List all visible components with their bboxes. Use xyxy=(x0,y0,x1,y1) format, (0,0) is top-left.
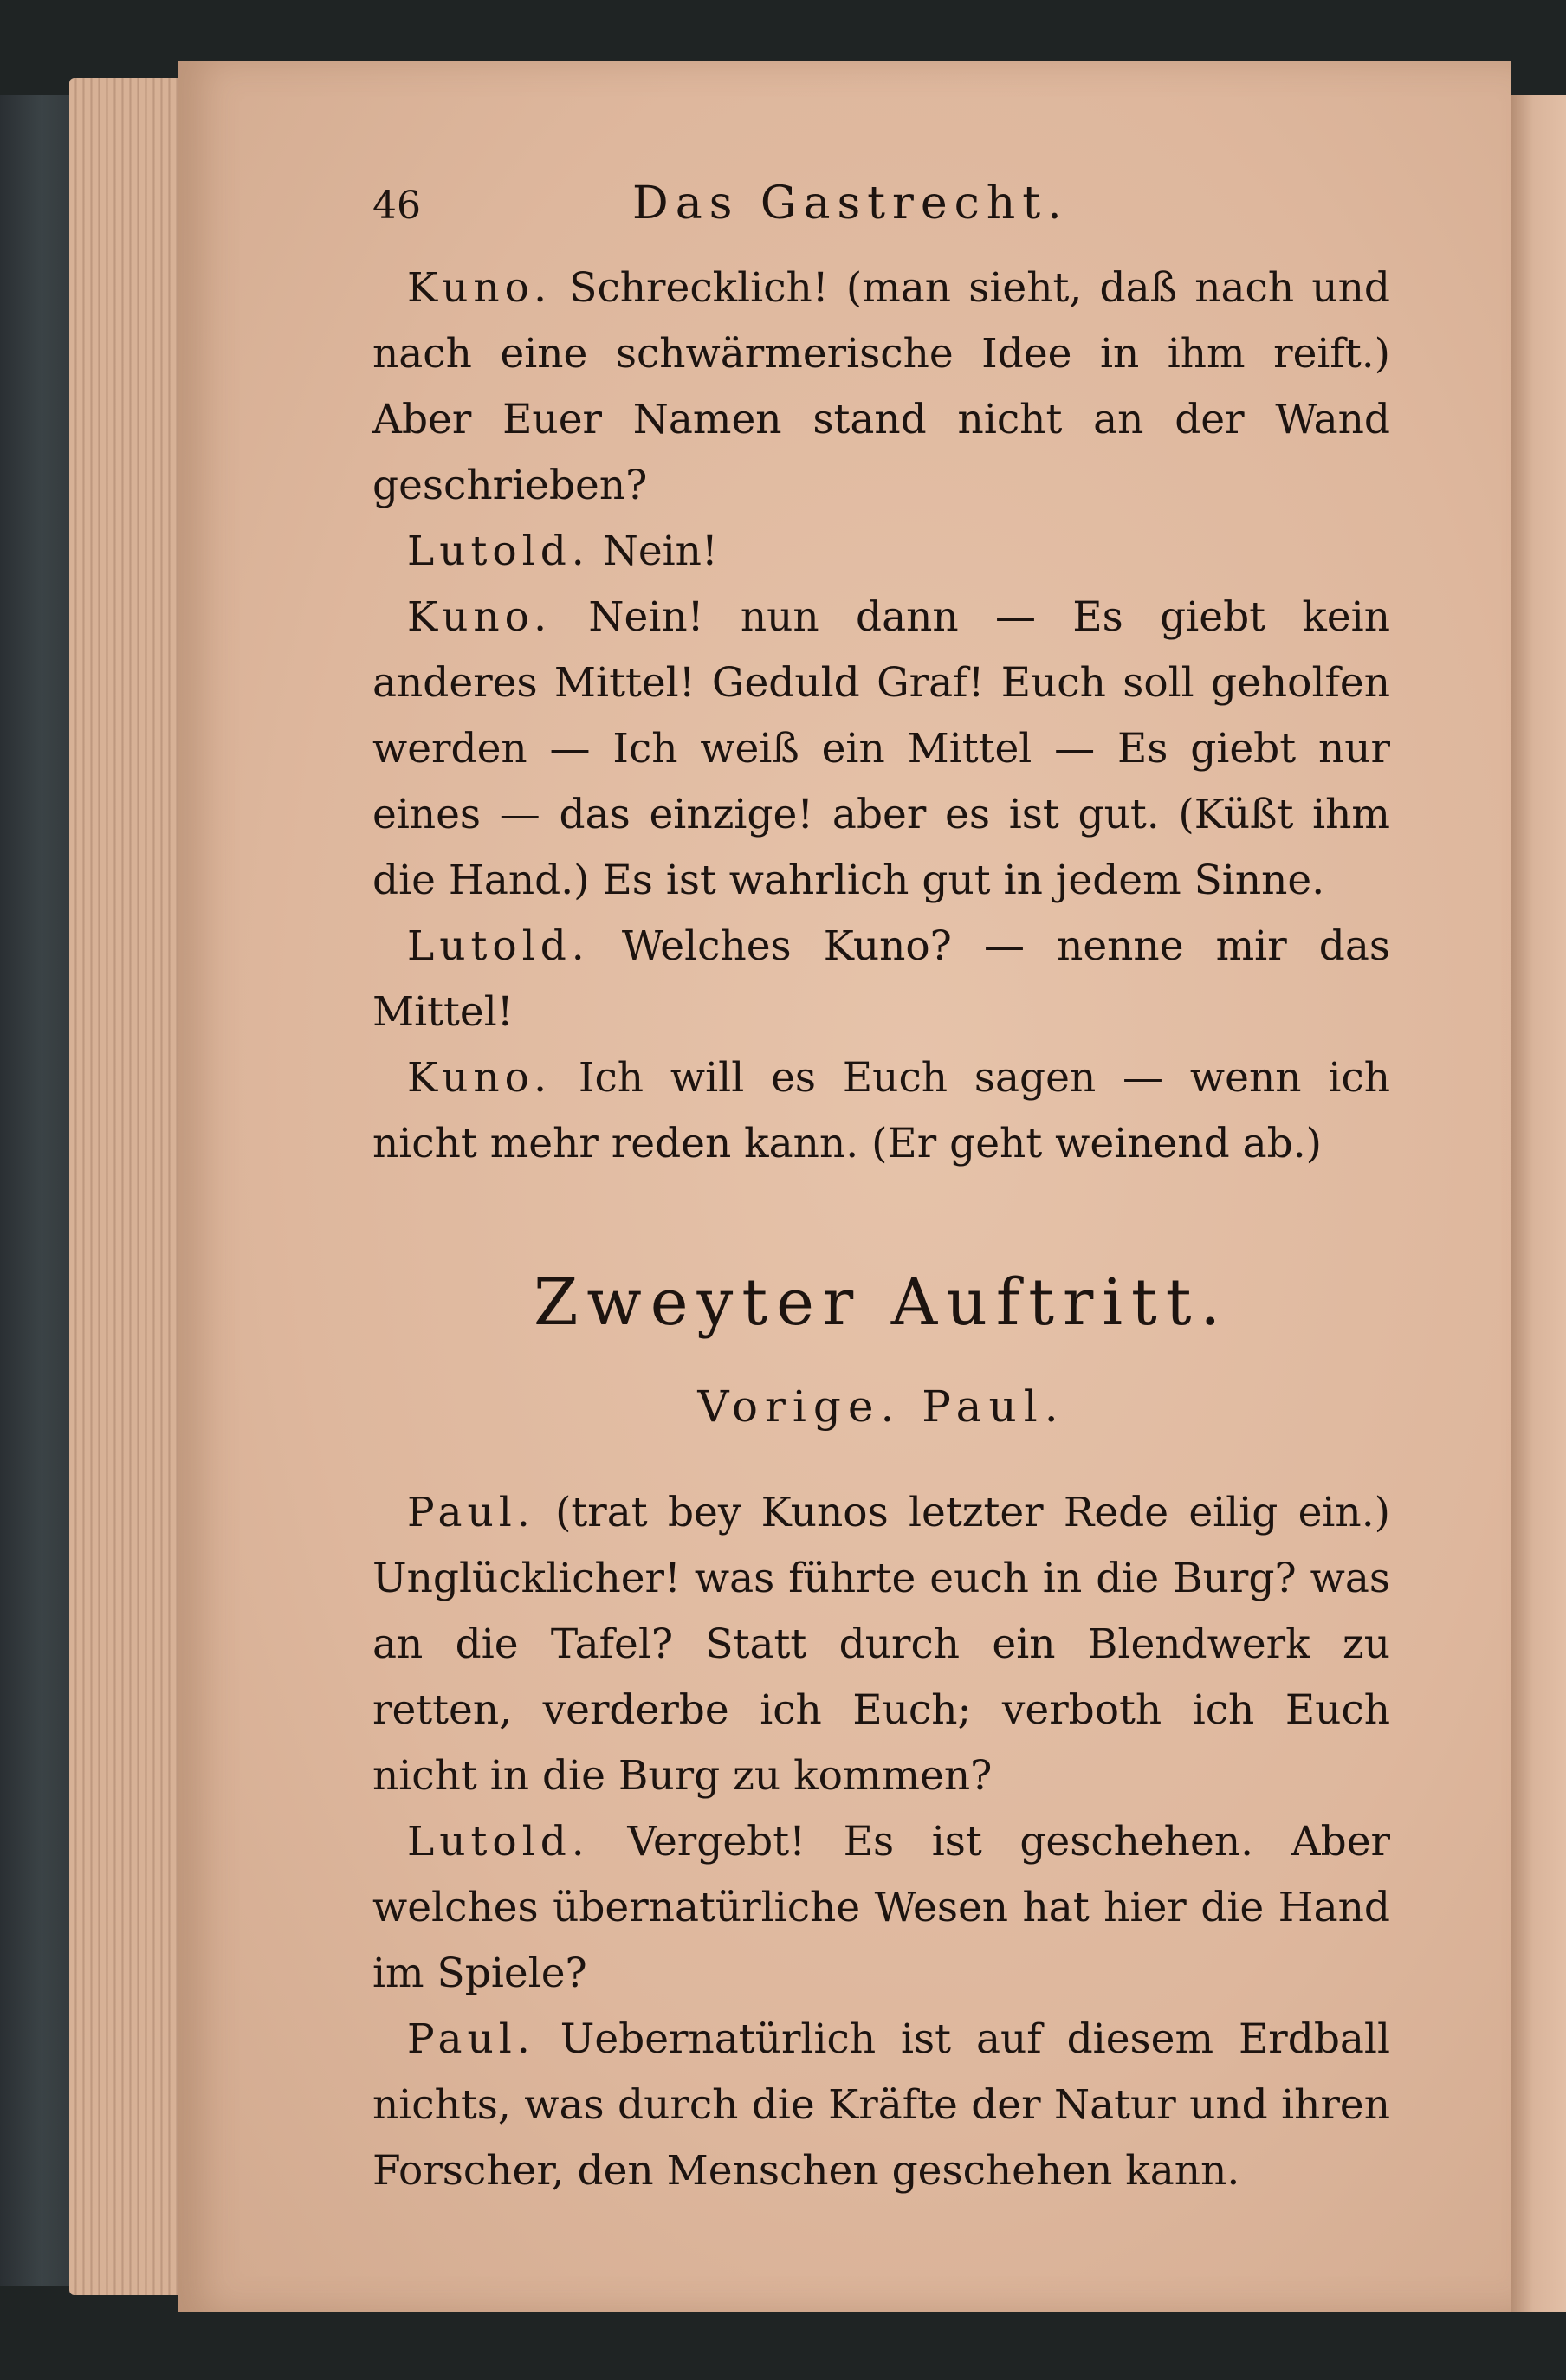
page-number: 46 xyxy=(372,184,421,228)
speaker-name: Lutold. xyxy=(407,527,590,575)
speaker-name: Kuno. xyxy=(407,264,553,312)
dialogue-before xyxy=(372,255,1390,1177)
dialogue-text: Welches Kuno? — nenne mir das Mittel! xyxy=(372,922,1390,1036)
dialogue-paragraph xyxy=(372,2007,1390,2204)
scene-persons: Vorige. Paul. xyxy=(697,1381,1065,1432)
speaker-name: Paul. xyxy=(407,1489,535,1536)
page-edges xyxy=(69,78,191,2295)
page-text xyxy=(372,178,1390,2204)
dialogue-text: Vergebt! Es ist geschehen. Aber welches übernatürliche Wesen hat hier die Hand im Spiele? xyxy=(372,1818,1390,1997)
dialogue-text: Nein! xyxy=(602,527,718,575)
dialogue-paragraph xyxy=(372,1045,1390,1177)
dialogue-paragraph xyxy=(372,914,1390,1045)
speaker-name: Lutold. xyxy=(407,1818,590,1866)
scene-title: Zweyter Auftritt. xyxy=(533,1265,1230,1340)
dialogue-text: Schrecklich! (man sieht, daß nach und nach eine schwärmerische Idee in ihm reift.) Aber Euer Namen stand nicht an der Wand geschrieben? xyxy=(372,264,1390,509)
dialogue-after xyxy=(372,1480,1390,2204)
speaker-name: Paul. xyxy=(407,2015,535,2063)
dialogue-paragraph xyxy=(372,1480,1390,1809)
dialogue-paragraph xyxy=(372,255,1390,519)
dialogue-paragraph xyxy=(372,519,1390,585)
page-header xyxy=(372,178,1390,255)
speaker-name: Kuno. xyxy=(407,1054,553,1102)
dialogue-paragraph xyxy=(372,1809,1390,2007)
dialogue-text: (trat bey Kunos letzter Rede eilig ein.) Unglücklicher! was führte euch in die Burg? was an die Tafel? Statt durch ein Blendwerk zu retten, verderbe ich Euch; verboth ich Euch nicht in die Burg zu kommen? xyxy=(372,1489,1390,1800)
dialogue-text: Nein! nun dann — Es giebt kein anderes Mittel! Geduld Graf! Euch soll geholfen werden — Ich weiß ein Mittel — Es giebt nur eines — das einzige! aber es ist gut. (Küßt ihm die Hand.) Es ist wahrlich gut in jedem Sinne. xyxy=(372,593,1390,904)
speaker-name: Kuno. xyxy=(407,593,553,641)
speaker-name: Lutold. xyxy=(407,922,590,970)
dialogue-text: Uebernatürlich ist auf diesem Erdball nichts, was durch die Kräfte der Natur und ihren Forscher, den Menschen geschehen kann. xyxy=(372,2015,1390,2195)
running-title: Das Gastrecht. xyxy=(632,178,1069,230)
dialogue-paragraph xyxy=(372,585,1390,914)
dialogue-text: Ich will es Euch sagen — wenn ich nicht mehr reden kann. (Er geht weinend ab.) xyxy=(372,1054,1390,1167)
next-page-edge xyxy=(1511,95,1566,2312)
